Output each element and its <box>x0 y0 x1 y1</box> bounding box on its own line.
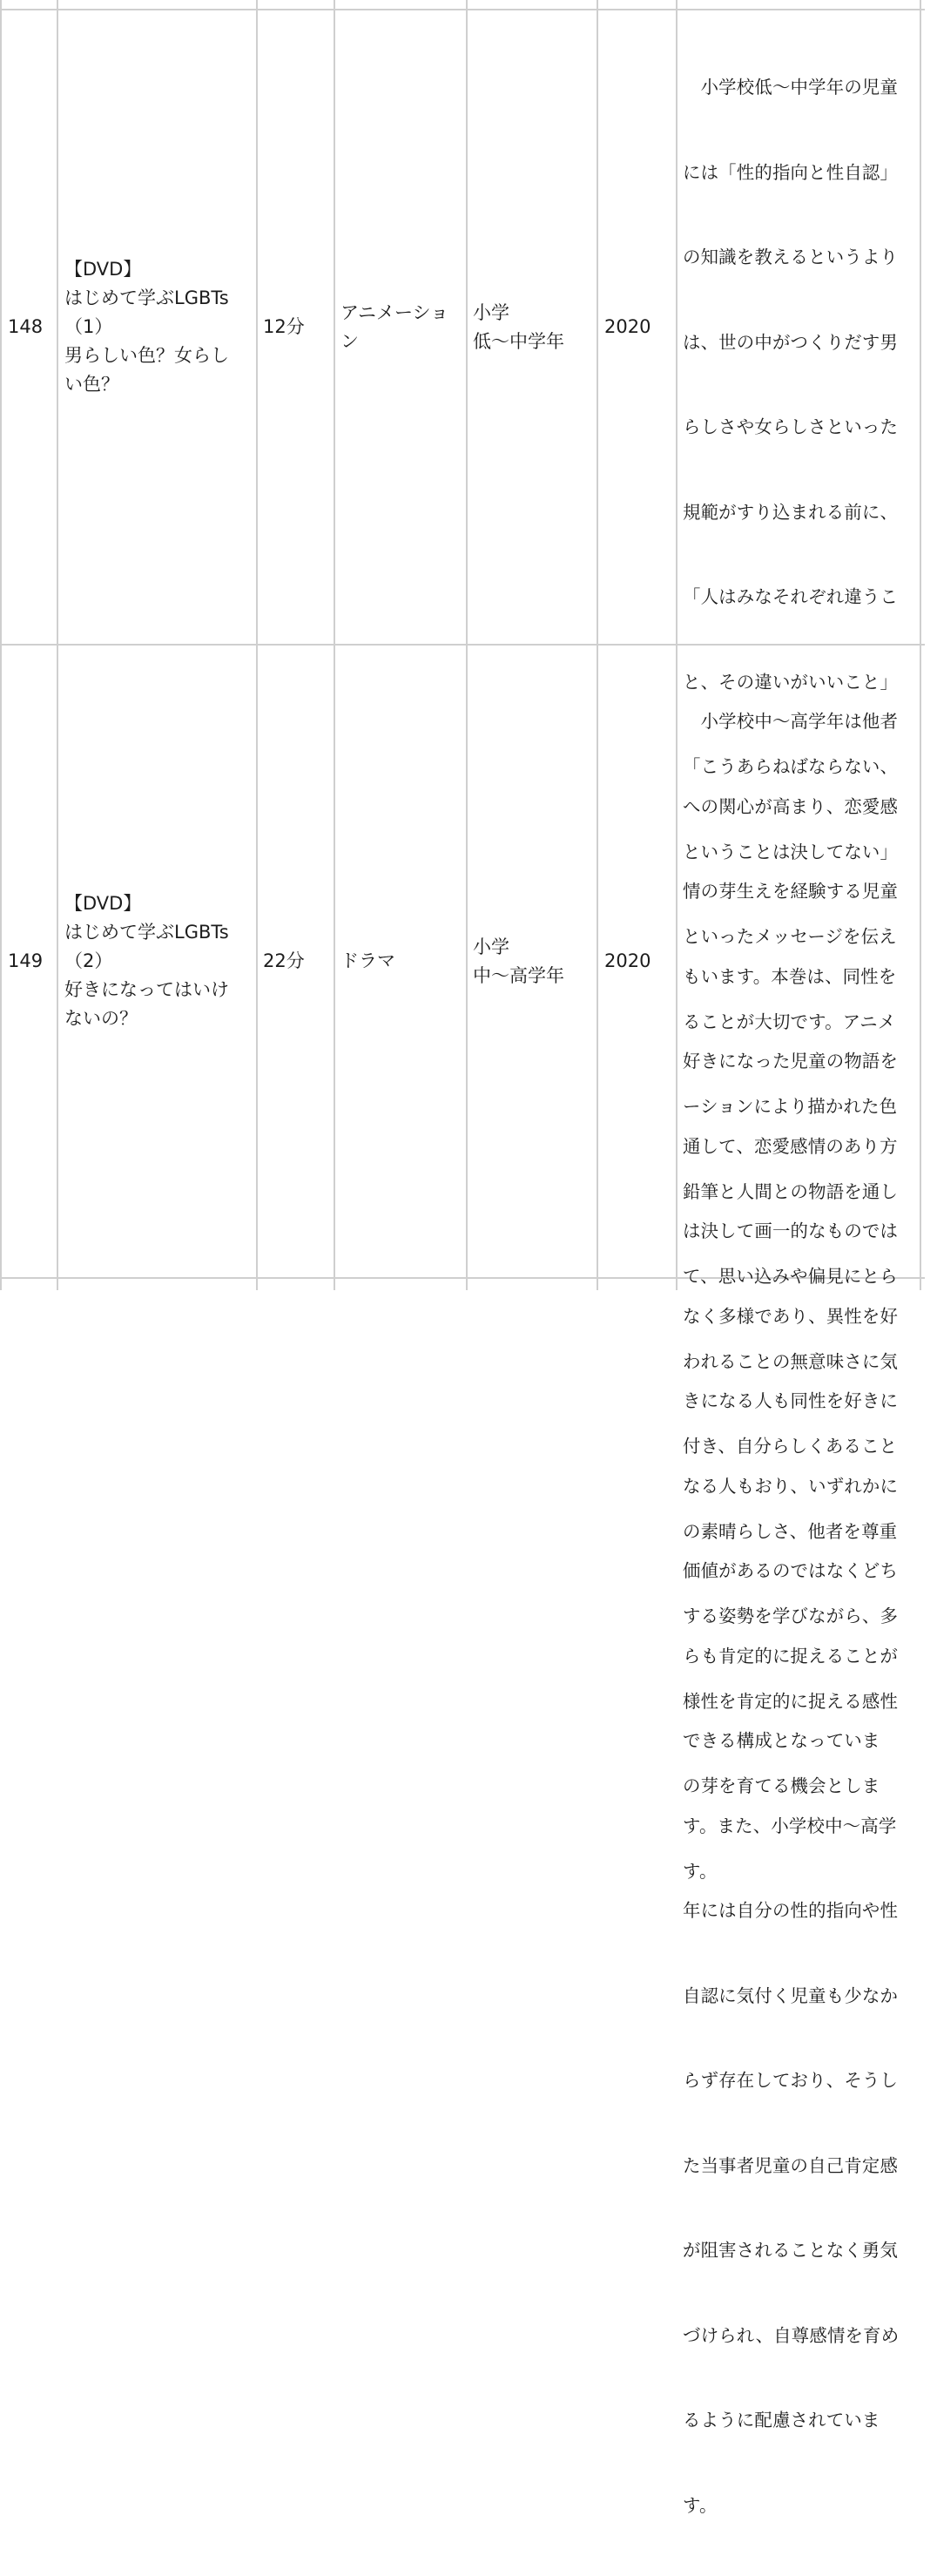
year-text: 2020 <box>604 316 651 337</box>
item-number <box>8 10 55 644</box>
description-line: 小学校中〜高学年は他者 <box>683 711 899 732</box>
item-number-text: 148 <box>8 316 44 337</box>
description-line: 様性を肯定的に捉える感性 <box>683 1690 899 1712</box>
item-target-audience <box>473 646 595 1277</box>
description-line: ーションにより描かれた色 <box>683 1096 898 1117</box>
item-title <box>64 646 254 1277</box>
description-line: 規範がすり込まれる前に、 <box>683 501 899 523</box>
item-genre <box>340 10 464 644</box>
description-line: 通して、恋愛感情のあり方 <box>683 1135 898 1157</box>
description-line: は決して画一的なものでは <box>683 1220 899 1241</box>
item-genre <box>340 646 464 1277</box>
item-description <box>683 651 920 2576</box>
title-line: 【DVD】 <box>64 893 142 914</box>
target-line: 低〜中学年 <box>473 330 564 352</box>
description-line: 付き、自分らしくあること <box>683 1436 898 1457</box>
description-line: 価値があるのではなくどち <box>683 1560 899 1581</box>
description-line: には「性的指向と性自認」 <box>683 161 899 183</box>
genre-line: ン <box>340 330 359 352</box>
description-line: は、世の中がつくりだす男 <box>683 331 899 353</box>
description-line: た当事者児童の自己肯定感 <box>683 2154 899 2176</box>
target-line: 小学 <box>473 936 509 957</box>
description-line: らず存在しており、そうし <box>683 2070 899 2091</box>
description-line: す。また、小学校中〜高学 <box>683 1815 897 1836</box>
description-line: する姿勢を学びながら、多 <box>683 1606 899 1626</box>
description-line: われることの無意味さに気 <box>683 1350 899 1372</box>
description-line: 「人はみなそれぞれ違うこ <box>683 586 899 607</box>
description-line: るように配慮されていま <box>683 2410 880 2431</box>
description-line: て、思い込みや偏見にとら <box>683 1266 898 1287</box>
description-line: きになる人も同性を好きに <box>683 1390 899 1411</box>
title-line: （1） <box>64 316 113 337</box>
title-line: （2） <box>64 950 113 971</box>
duration-text: 22分 <box>263 950 305 971</box>
genre-line: アニメーショ <box>340 301 449 323</box>
description-line: が阻害されることなく勇気 <box>683 2240 899 2261</box>
description-line: できる構成となっていま <box>683 1730 880 1751</box>
title-line: 好きになってはいけ <box>64 979 229 1000</box>
item-year <box>604 10 674 644</box>
duration-text: 12分 <box>263 316 305 337</box>
title-line: ないの？ <box>64 1008 138 1029</box>
item-duration <box>263 10 333 644</box>
description-line: す。 <box>683 2494 718 2516</box>
item-year <box>604 646 674 1277</box>
item-number <box>8 646 55 1277</box>
description-line: 自認に気付く児童も少なか <box>683 1984 899 2006</box>
item-target-audience <box>473 10 595 644</box>
description-line: への関心が高まり、恋愛感 <box>683 795 899 817</box>
target-line: 小学 <box>473 301 509 323</box>
description-line: 「こうあらねばならない、 <box>683 756 899 777</box>
description-line: す。 <box>683 1860 718 1882</box>
description-line: 鉛筆と人間との物語を通し <box>683 1180 899 1202</box>
item-number-text: 149 <box>8 950 44 971</box>
description-line: 小学校低〜中学年の児童 <box>683 77 899 98</box>
description-line: づけられ、自尊感情を育め <box>683 2324 900 2346</box>
year-text: 2020 <box>604 950 651 971</box>
description-line: なる人もおり、いずれかに <box>683 1475 899 1497</box>
description-line: ることが大切です。アニメ <box>683 1011 896 1032</box>
description-line: と、その違いがいいこと」 <box>683 671 899 693</box>
target-line: 中〜高学年 <box>473 964 564 986</box>
item-title <box>64 10 254 644</box>
description-line: らも肯定的に捉えることが <box>683 1645 899 1667</box>
description-line: 情の芽生えを経験する児童 <box>683 881 899 902</box>
description-line: もいます。本巻は、同性を <box>683 965 897 987</box>
description-line: 好きになった児童の物語を <box>683 1051 899 1072</box>
title-line: はじめて学ぶLGBTs <box>64 922 229 943</box>
description-line: 年には自分の性的指向や性 <box>683 1900 899 1921</box>
title-line: 男らしい色？女らし <box>64 345 229 366</box>
description-line: の芽を育てる機会としま <box>683 1775 880 1796</box>
title-line: い色？ <box>64 374 119 395</box>
description-line: らしさや女らしさといった <box>683 416 899 437</box>
item-duration <box>263 646 333 1277</box>
description-line: なく多様であり、異性を好 <box>683 1305 899 1327</box>
title-line: 【DVD】 <box>64 259 142 280</box>
description-line: の知識を教えるというより <box>683 247 899 267</box>
description-line: といったメッセージを伝え <box>683 926 897 947</box>
description-line: ということは決してない」 <box>683 841 899 862</box>
description-line: の素晴らしさ、他者を尊重 <box>683 1520 898 1542</box>
title-line: はじめて学ぶLGBTs <box>64 287 229 308</box>
genre-line: ドラマ <box>340 950 395 971</box>
